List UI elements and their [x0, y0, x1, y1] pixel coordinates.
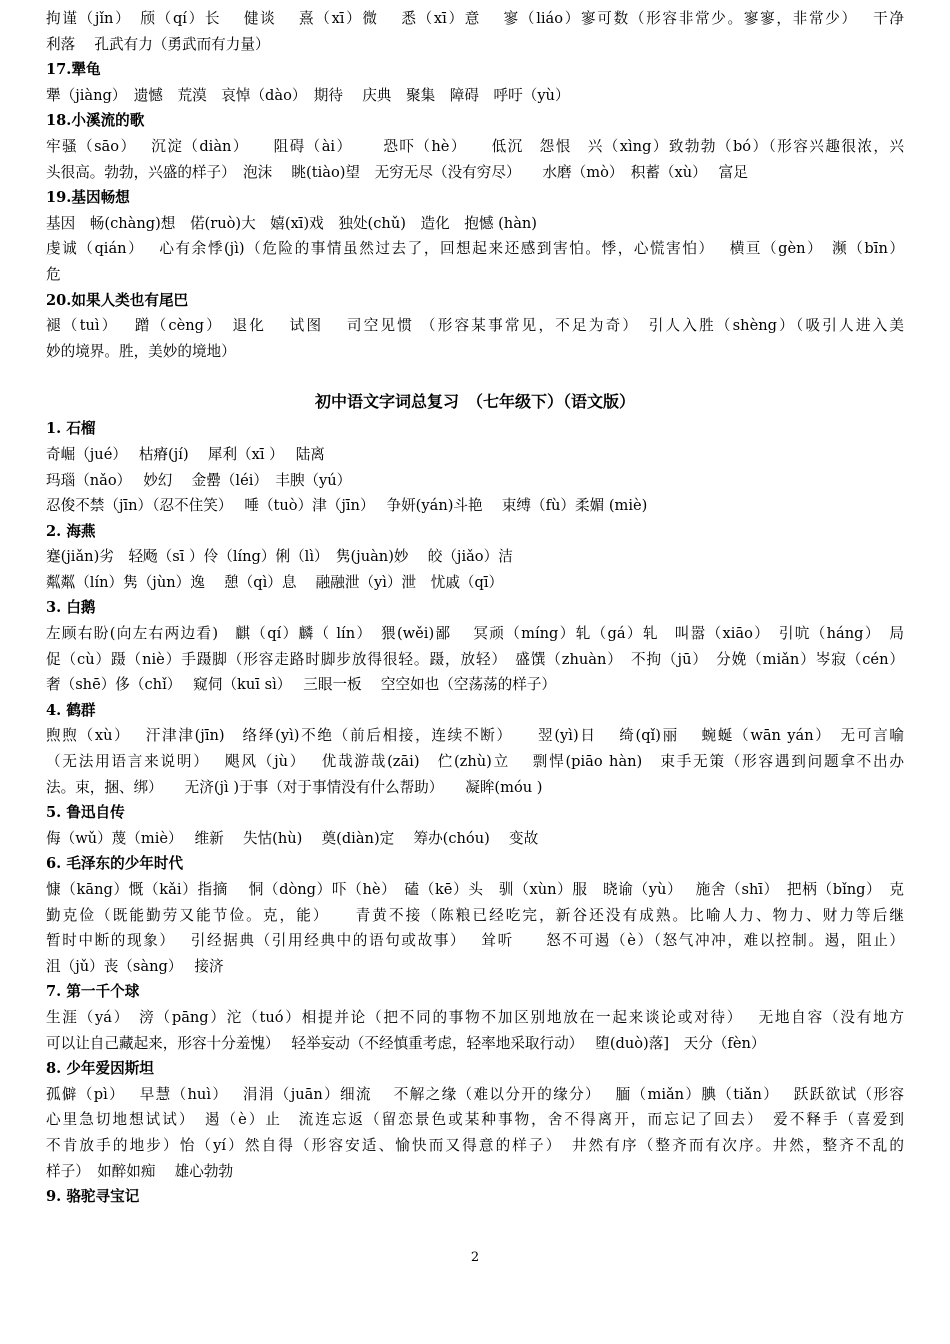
- lesson-number: 3.: [46, 599, 62, 617]
- lesson-heading: [46, 288, 904, 314]
- vocab-line: 煦煦（xù） 汗津津(jīn) 络绎(yì)不绝（前后相接，连续不断） 翌(yì)日 绮(qǐ)丽 蜿蜒（wān yán） 无可言喻: [46, 727, 904, 745]
- vocab-line: 奇崛（jué） 枯瘠(jí) 犀利（xī ） 陆离: [46, 445, 325, 463]
- section-title: 初中语文字词总复习 （七年级下）（语文版）: [314, 392, 635, 412]
- lesson-title: 第一千个球: [61, 983, 140, 1001]
- lesson-number: 18.: [46, 112, 72, 130]
- vocab-line: 促（cù）蹑（niè）手蹑脚（形容走路时脚步放得很轻。蹑，放轻） 盛馔（zhuàn） 不拘（jū） 分娩（miǎn）岑寂（cén）: [46, 650, 904, 668]
- lesson-title: 鹤群: [61, 701, 96, 719]
- vocab-line: 勤克俭（既能勤劳又能节俭。克，能） 青黄不接（陈粮已经吃完，新谷还没有成熟。比喻人力、物力、财力等后继: [46, 906, 904, 924]
- vocab-line: 左顾右盼(向左右两边看) 麒（qí）麟（ lín） 猥(wěi)鄙 冥顽（míng）轧（gá）轧 叫嚣（xiāo） 引吭（háng） 局: [46, 625, 904, 643]
- lesson-number: 1: [46, 420, 57, 438]
- lesson-heading: [46, 595, 904, 621]
- vocab-line: 危: [46, 265, 61, 283]
- lesson-heading: [46, 519, 904, 545]
- lesson-title: 基因畅想: [71, 189, 130, 207]
- lesson-title: 白鹅: [61, 599, 96, 617]
- vocab-line: 蹇(jiǎn)劣 轻飏（sī ）伶（líng）俐（lì） 隽(juàn)妙 皎（jiǎo）洁: [46, 548, 513, 566]
- lesson-number: 6.: [46, 855, 62, 873]
- vocab-line: 心里急切地想试试） 遏（è）止 流连忘返（留恋景色或某种事物，舍不得离开，而忘记了回去） 爱不释手（喜爱到: [46, 1111, 904, 1129]
- vocab-line: 沮（jǔ）丧（sàng） 接济: [46, 957, 224, 975]
- vocab-line: 头很高。勃勃，兴盛的样子） 泡沫 眺(tiào)望 无穷无尽（没有穷尽） 水磨（mò） 积蓄（xù） 富足: [46, 163, 748, 181]
- lesson-title: 犟龟: [71, 61, 101, 79]
- vocab-line: 忍俊不禁（jīn）（忍不住笑） 唾（tuò）津（jīn） 争妍(yán)斗艳 束缚（fù）柔媚 (miè): [46, 497, 648, 515]
- vocab-line: 奢（shē）侈（chǐ） 窥伺（kuī sì） 三眼一板 空空如也（空荡荡的样子）: [46, 676, 557, 694]
- lesson-number: 19.: [46, 189, 72, 207]
- lesson-title: 海燕: [61, 522, 96, 540]
- lesson-number: 7.: [46, 983, 62, 1001]
- vocab-line: 可以让自己藏起来，形容十分羞愧） 轻举妄动（不经慎重考虑，轻率地采取行动） 堕(duò)落] 天分（fèn）: [46, 1034, 766, 1052]
- vocab-line: 暂时中断的现象） 引经据典（引用经典中的语句或故事） 耸听 怒不可遏（è）（怒气冲冲，难以控制。遏，阻止）: [46, 932, 904, 950]
- lesson-heading: [46, 1056, 904, 1082]
- lesson-heading: [46, 57, 904, 83]
- vocab-line: 犟（jiàng） 遗憾 荒漠 哀悼（dào） 期待 庆典 聚集 障碍 呼吁（yù）: [46, 86, 570, 104]
- vocab-line: 生涯（yá） 滂（pāng）沱（tuó）相提并论（把不同的事物不加区别地放在一起来谈论或对待） 无地自容（没有地方: [46, 1008, 904, 1026]
- vocab-line: 虔诚（qián） 心有余悸(jì)（危险的事情虽然过去了，回想起来还感到害怕。悸，心慌害怕） 横亘（gèn） 濒（bīn）: [46, 240, 904, 258]
- vocab-line: 侮（wǔ）蔑（miè） 维新 失怙(hù) 奠(diàn)定 筹办(chóu) 变故: [46, 829, 539, 847]
- vocab-line: 拘谨（jǐn） 颀（qí）长 健谈 熹（xī）微 悉（xī）意 寥（liáo）寥可数（形容非常少。寥寥，非常少） 干净: [46, 10, 904, 27]
- vocab-line: 基因 畅(chàng)想 偌(ruò)大 嬉(xī)戏 独处(chǔ) 造化 抱憾 (hàn): [46, 214, 537, 232]
- lesson-number: 20.: [46, 291, 72, 309]
- lesson-heading: [46, 851, 904, 877]
- vocab-line: 褪（tuì） 蹭（cèng） 退化 试图 司空见惯 （形容某事常见，不足为奇） 引人入胜（shèng）（吸引人进入美: [46, 317, 904, 335]
- vocab-line: 孤僻（pì） 早慧（huì） 涓涓（juān）细流 不解之缘（难以分开的缘分） 腼（miǎn）腆（tiǎn） 跃跃欲试（形容: [46, 1085, 904, 1103]
- section-part2: [46, 416, 904, 1209]
- lesson-title: 小溪流的歌: [71, 112, 145, 130]
- lesson-number: 4.: [46, 701, 62, 719]
- lesson-number: 8.: [46, 1060, 62, 1078]
- vocab-line: 样子） 如醉如痴 雄心勃勃: [46, 1162, 234, 1180]
- vocab-line: 不肯放手的地步）怡（yí）然自得（形容安适、愉快而又得意的样子） 井然有序（整齐而有次序。井然，整齐不乱的: [46, 1136, 904, 1154]
- lesson-heading: [46, 185, 904, 211]
- vocab-line: 慷（kāng）慨（kǎi）指摘 恫（dòng）吓（hè） 磕（kē）头 驯（xùn）服 晓谕（yù） 施舍（shī） 把柄（bǐng） 克: [46, 881, 904, 898]
- lesson-heading: [46, 979, 904, 1005]
- vocab-line: 利落 孔武有力（勇武而有力量）: [46, 35, 270, 53]
- lesson-heading: [46, 108, 904, 134]
- vocab-line: 牢骚（sāo） 沉淀（diàn） 阻碍（ài） 恐吓（hè） 低沉 怨恨 兴（xìng）致勃勃（bó）（形容兴趣很浓，兴: [46, 137, 904, 155]
- vocab-line: 法。束，捆、绑） 无济(jì )于事（对于事情没有什么帮助） 凝眸(móu ): [46, 778, 543, 796]
- lesson-title: 骆驼寻宝记: [61, 1188, 140, 1206]
- lesson-title: 如果人类也有尾巴: [71, 291, 189, 309]
- lesson-title: 鲁迅自传: [61, 804, 125, 822]
- vocab-line: 玛瑙（nǎo） 妙幻 金罍（léi） 丰腴（yú）: [46, 471, 352, 489]
- lesson-title: 毛泽东的少年时代: [61, 855, 184, 873]
- lesson-number: 2.: [46, 522, 62, 540]
- lesson-heading: [46, 800, 904, 826]
- vocab-line: （无法用语言来说明） 飓风（jù） 优哉游哉(zāi) 伫(zhù)立 剽悍(piāo hàn) 束手无策（形容遇到问题拿不出办: [46, 753, 904, 771]
- vocab-line: 妙的境界。胜，美妙的境地）: [46, 342, 236, 360]
- lesson-title: . 石榴: [56, 420, 96, 438]
- document-body: [46, 6, 904, 1210]
- lesson-number: 17.: [46, 61, 72, 79]
- lesson-number: 9.: [46, 1188, 62, 1206]
- lesson-heading: [46, 416, 904, 442]
- lesson-heading: [46, 1184, 904, 1210]
- section-part1: [46, 6, 904, 364]
- lesson-heading: [46, 698, 904, 724]
- page-number: 2: [470, 1250, 480, 1265]
- lesson-title: 少年爱因斯坦: [61, 1060, 154, 1078]
- vocab-line: 粼粼（lín）隽（jùn）逸 憩（qì）息 融融泄（yì）泄 忧戚（qī）: [46, 573, 504, 591]
- lesson-number: 5.: [46, 804, 62, 822]
